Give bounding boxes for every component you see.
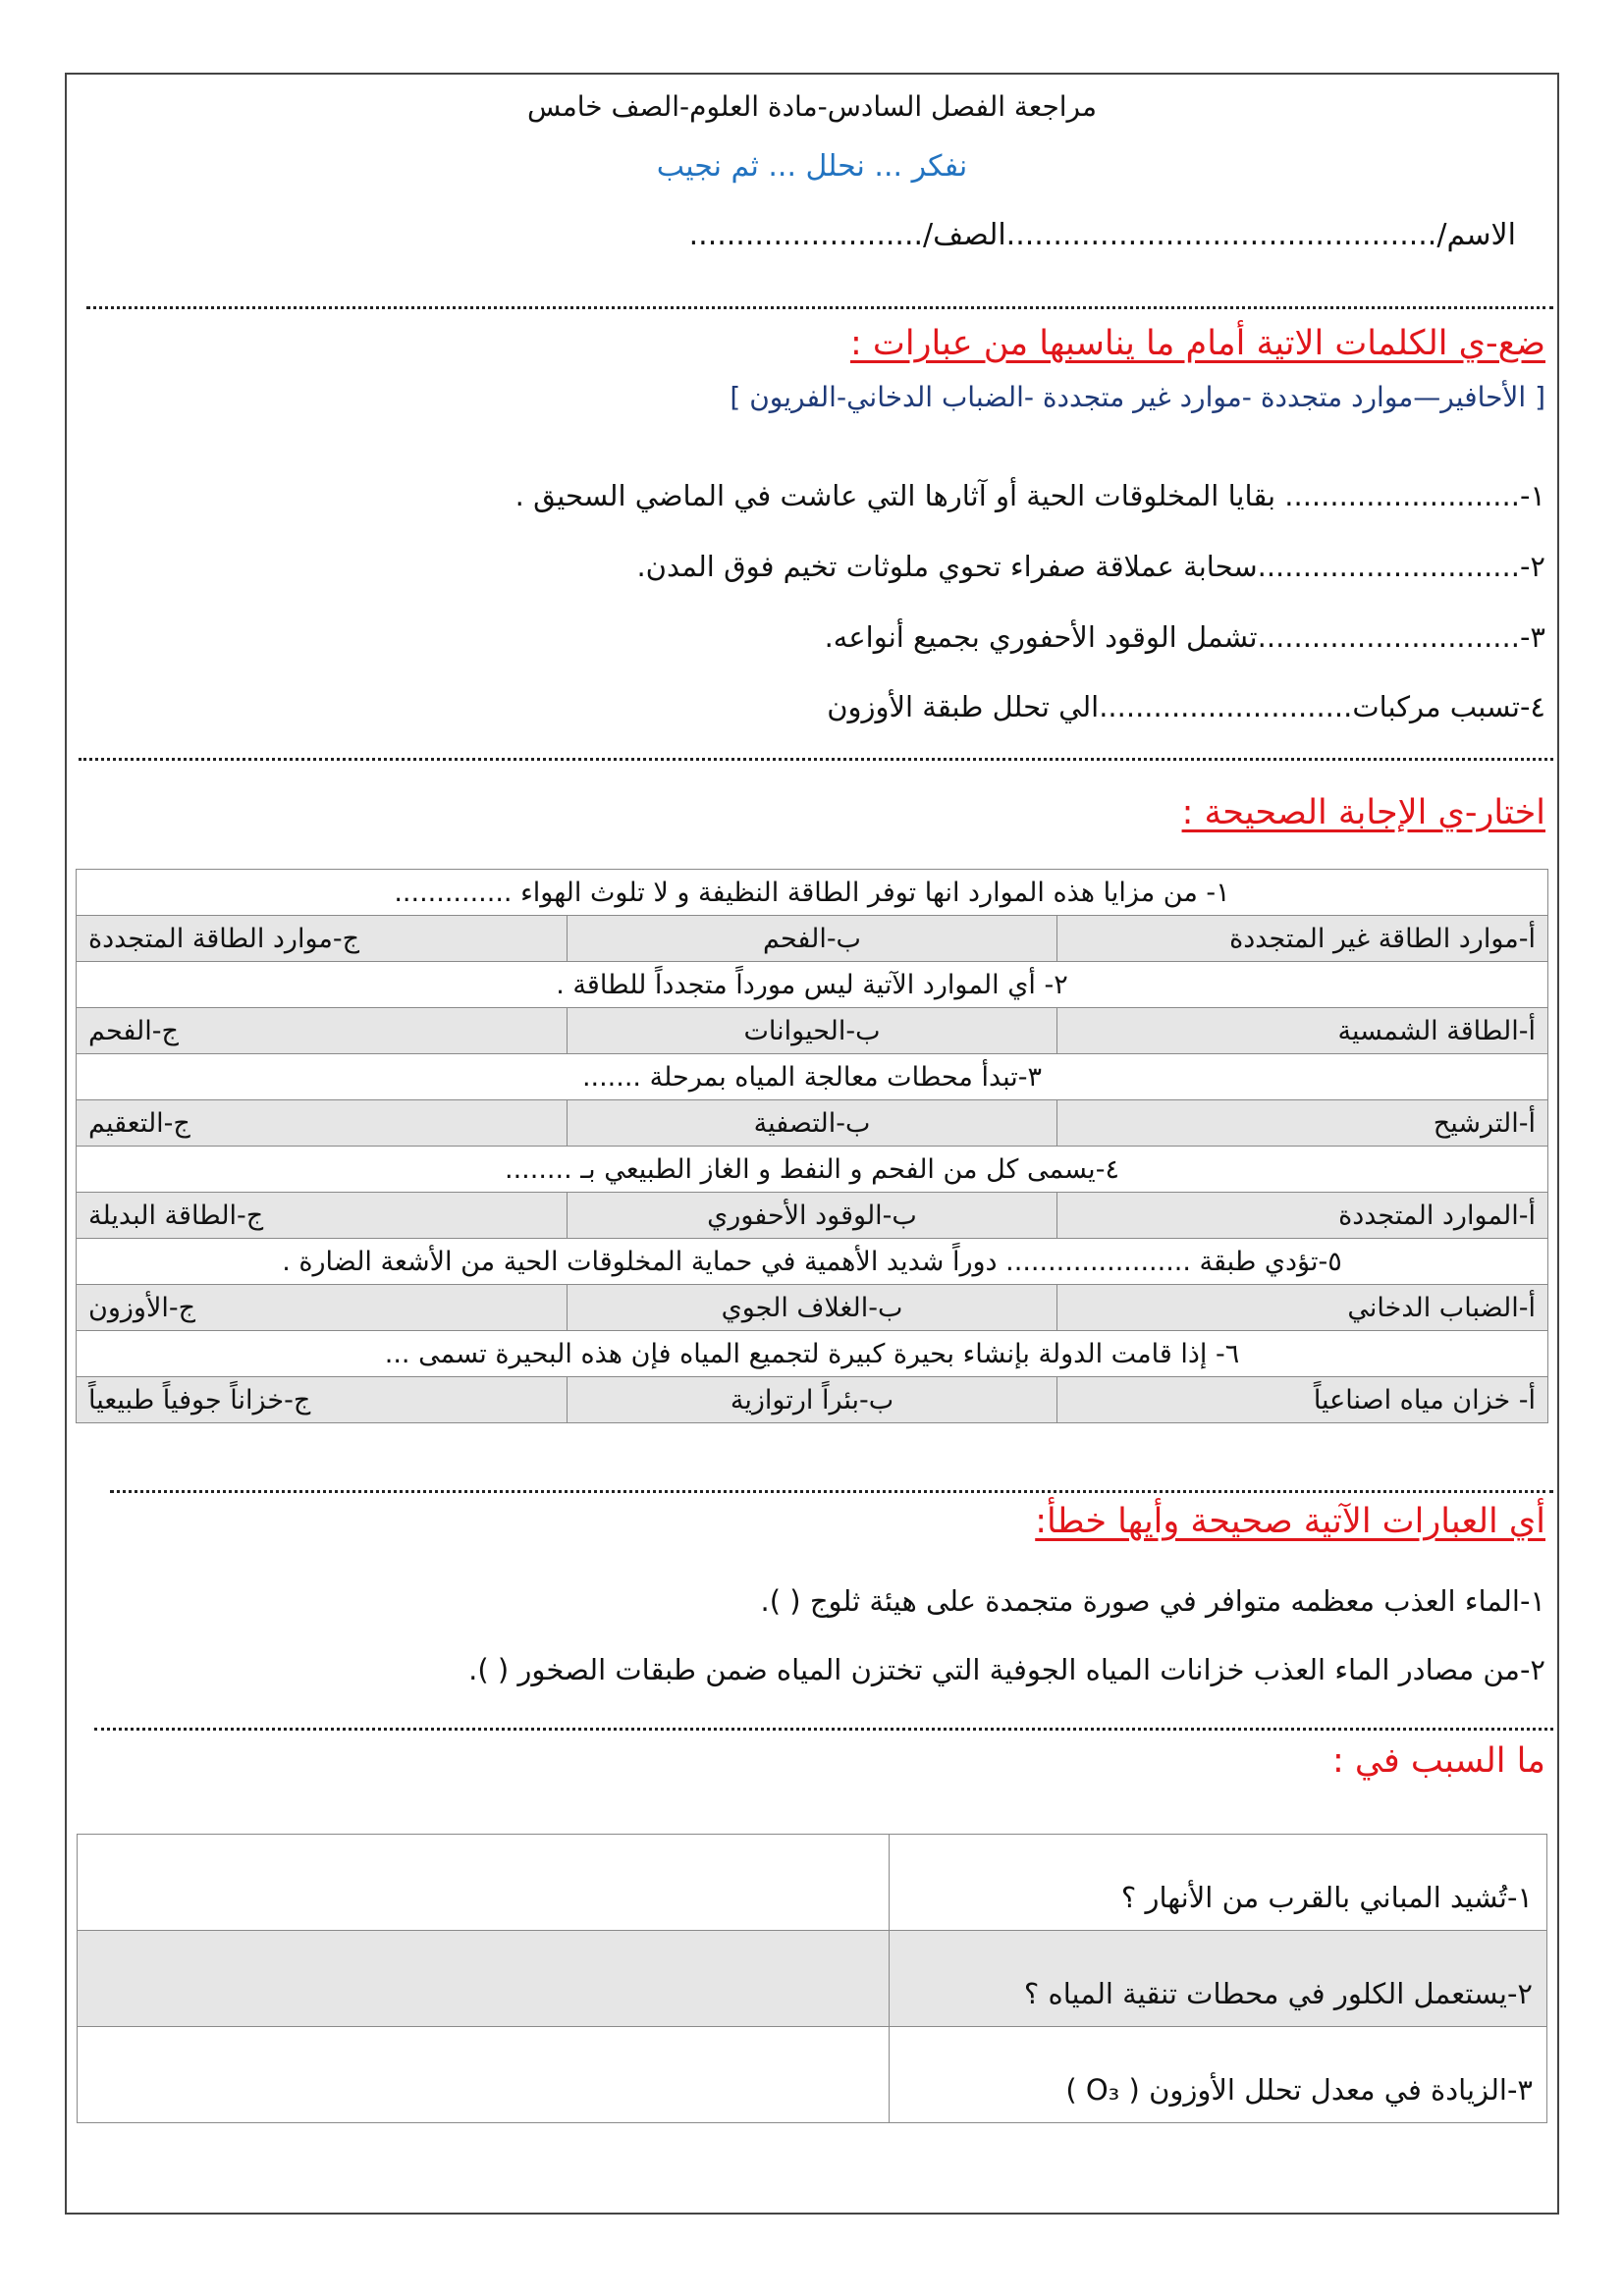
section-separator — [110, 1490, 1553, 1493]
mcq-question: ٦- إذا قامت الدولة بإنشاء بحيرة كبيرة لتجميع المياه فإن هذه البحيرة تسمى ... — [77, 1331, 1548, 1377]
section-separator — [79, 758, 1553, 761]
section4-heading: ما السبب في : — [1331, 1741, 1545, 1781]
name-class-line[interactable]: الاسم/..............................................الصف/......................... — [688, 218, 1516, 252]
worksheet-motto: نفكر ... نحلل ... ثم نجيب — [656, 149, 968, 184]
mcq-option-a[interactable]: أ- خزان مياه اصناعياً — [1057, 1377, 1548, 1423]
mcq-question: ٥-تؤدي طبقة ...................... دوراً شديد الأهمية في حماية المخلوقات الحية من الأشعة الضارة . — [77, 1239, 1548, 1285]
mcq-question: ٤-يسمى كل من الفحم و النفط و الغاز الطبيعي بـ ........ — [77, 1147, 1548, 1193]
mcq-option-a[interactable]: أ-موارد الطاقة غير المتجددة — [1057, 916, 1548, 962]
true-false-item[interactable]: ٢-من مصادر الماء العذب خزانات المياه الجوفية التي تختزن المياه ضمن طبقات الصخور ( ). — [468, 1653, 1545, 1686]
section-separator — [86, 306, 1553, 309]
mcq-option-c[interactable]: ج-خزاناً جوفياً طبيعياً — [77, 1377, 568, 1423]
mcq-option-a[interactable]: أ-الضباب الدخاني — [1057, 1285, 1548, 1331]
mcq-option-a[interactable]: أ-الطاقة الشمسية — [1057, 1008, 1548, 1054]
section3-heading: أي العبارات الآتية صحيحة وأيها خطأ: — [1035, 1502, 1545, 1541]
mcq-option-b[interactable]: ب-التصفية — [567, 1100, 1057, 1147]
mcq-option-c[interactable]: ج-الطاقة البديلة — [77, 1193, 568, 1239]
multiple-choice-table — [76, 869, 1548, 1423]
worksheet-title: مراجعة الفصل السادس-مادة العلوم-الصف خامس — [527, 90, 1097, 123]
mcq-option-b[interactable]: ب-الفحم — [567, 916, 1057, 962]
fill-blank-item[interactable]: ٤-تسبب مركبات............................الي تحلل طبقة الأوزون — [827, 690, 1545, 723]
reason-answer-cell[interactable] — [78, 2027, 890, 2123]
mcq-question: ٣-تبدأ محطات معالجة المياه بمرحلة ....... — [77, 1054, 1548, 1100]
mcq-option-b[interactable]: ب-الحيوانات — [567, 1008, 1057, 1054]
reason-question: ٣-الزيادة في معدل تحلل الأوزون ( O₃ ) — [890, 2027, 1547, 2123]
mcq-question: ٢- أي الموارد الآتية ليس مورداً متجدداً للطاقة . — [77, 962, 1548, 1008]
section2-heading: اختار-ي الإجابة الصحيحة : — [1181, 793, 1545, 832]
mcq-option-a[interactable]: أ-الموارد المتجددة — [1057, 1193, 1548, 1239]
mcq-option-b[interactable]: ب-الوقود الأحفوري — [567, 1193, 1057, 1239]
fill-blank-item[interactable]: ٢-.............................سحابة عملاقة صفراء تحوي ملوثات تخيم فوق المدن. — [636, 550, 1545, 583]
mcq-option-a[interactable]: أ-الترشيح — [1057, 1100, 1548, 1147]
mcq-option-c[interactable]: ج-التعقيم — [77, 1100, 568, 1147]
mcq-option-b[interactable]: ب-الغلاف الجوي — [567, 1285, 1057, 1331]
section1-heading: ضع-ي الكلمات الاتية أمام ما يناسبها من عبارات : — [849, 324, 1545, 363]
reasons-table — [77, 1834, 1547, 2123]
mcq-option-c[interactable]: ج-الأوزون — [77, 1285, 568, 1331]
section-separator — [94, 1728, 1553, 1731]
mcq-option-c[interactable]: ج-الفحم — [77, 1008, 568, 1054]
word-bank: [ الأحافير—موارد متجددة -موارد غير متجددة -الضباب الدخاني-الفريون ] — [730, 381, 1545, 413]
reason-question: ١-تُشيد المباني بالقرب من الأنهار ؟ — [890, 1835, 1547, 1931]
reason-question: ٢-يستعمل الكلور في محطات تنقية المياه ؟ — [890, 1931, 1547, 2027]
reason-answer-cell[interactable] — [78, 1931, 890, 2027]
fill-blank-item[interactable]: ٣-.............................تشمل الوقود الأحفوري بجميع أنواعه. — [824, 620, 1545, 654]
mcq-question: ١- من مزايا هذه الموارد انها توفر الطاقة النظيفة و لا تلوث الهواء .............. — [77, 870, 1548, 916]
mcq-option-b[interactable]: ب-بئراً ارتوازية — [567, 1377, 1057, 1423]
reason-answer-cell[interactable] — [78, 1835, 890, 1931]
fill-blank-item[interactable]: ١-.......................... بقايا المخلوقات الحية أو آثارها التي عاشت في الماضي السحيق . — [514, 479, 1545, 512]
true-false-item[interactable]: ١-الماء العذب معظمه متوافر في صورة متجمدة على هيئة ثلوج ( ). — [760, 1584, 1545, 1618]
mcq-option-c[interactable]: ج-موارد الطاقة المتجددة — [77, 916, 568, 962]
